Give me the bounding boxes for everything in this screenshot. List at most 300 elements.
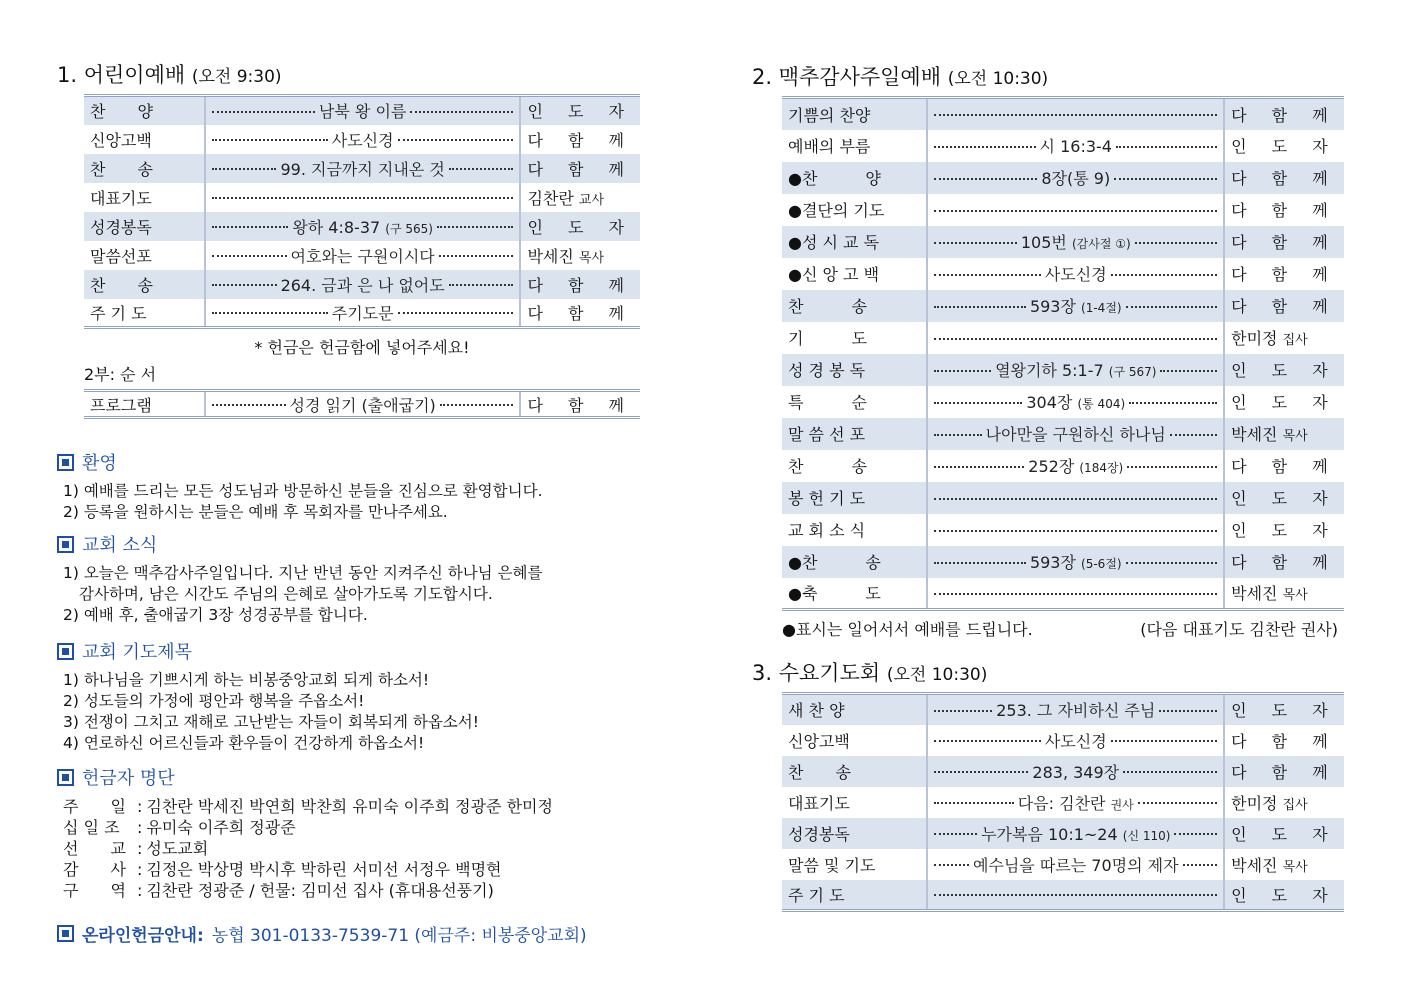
giver-names: 유미숙 이주희 정광준 [146, 818, 296, 837]
order-leader [520, 299, 640, 328]
order-leader [1224, 514, 1344, 546]
order-leader [1224, 98, 1344, 130]
givers-title: 헌금자 명단 [82, 768, 175, 789]
news-title: 교회 소식 [82, 535, 158, 556]
order-detail-main: 사도신경 [1044, 731, 1107, 751]
giver-category: 감 사 [63, 860, 126, 879]
order-row [782, 354, 1344, 386]
order-leader-name: 인 도 자 [1231, 521, 1338, 540]
order-leader [520, 241, 640, 270]
giver-row [63, 859, 642, 880]
order-detail-line [934, 822, 1217, 845]
order-leader [1224, 818, 1344, 849]
order-detail [927, 290, 1224, 322]
order-leader [520, 183, 640, 212]
order-item-label: 성 경 봉 독 [788, 361, 866, 380]
giver-colon: : [137, 839, 143, 858]
order-detail-main: 105번 [1020, 233, 1067, 252]
order-item-label: 신앙고백 [90, 130, 152, 150]
order-leader-title: 목사 [1282, 588, 1308, 604]
leader-dots [934, 894, 1217, 896]
order-detail-main: 593장 [1029, 297, 1076, 316]
order-detail-line [934, 496, 1217, 500]
order-detail-line [212, 157, 514, 180]
order-item-label: 말씀선포 [90, 246, 152, 266]
order-detail [927, 578, 1224, 610]
leader-dots [934, 434, 981, 436]
order-row [84, 241, 640, 270]
order-detail-line [934, 760, 1217, 783]
order-detail [927, 98, 1224, 130]
order-item-label: 신앙고백 [788, 731, 850, 751]
order-leader-name: 다 함 께 [1231, 762, 1338, 782]
order-row [84, 183, 640, 212]
order-detail-note: (통 404) [1077, 397, 1126, 411]
wednesday-prayer-table [782, 692, 1344, 912]
welcome-title: 환영 [82, 453, 117, 474]
order-row [84, 299, 640, 328]
leader-dots [934, 562, 1026, 564]
order-detail-line [212, 215, 514, 238]
standing-note-row [782, 617, 1338, 640]
order-leader [520, 212, 640, 241]
order-item-label: 기쁨의 찬양 [788, 105, 871, 125]
order-leader [1224, 386, 1344, 418]
order-detail [927, 880, 1224, 911]
order-leader-name: 한미정 [1231, 793, 1278, 813]
order-leader-name: 인 도 자 [527, 217, 634, 237]
order-detail-main: 열왕기하 5:1-7 [995, 361, 1104, 380]
order-item [782, 450, 927, 482]
order-detail [927, 162, 1224, 194]
order-detail-main: 시 16:3-4 [1039, 137, 1112, 156]
order-detail-note: (184장) [1079, 461, 1124, 475]
order-detail [205, 391, 521, 418]
order-row [782, 322, 1344, 354]
order-row [84, 125, 640, 154]
order-item-label: 찬 양 [90, 102, 153, 122]
order-leader-name: 인 도 자 [1231, 361, 1338, 380]
order-row [782, 450, 1344, 482]
leader-dots [934, 178, 1037, 180]
order-row [782, 482, 1344, 514]
order-leader-title: 교사 [578, 192, 605, 208]
order-row [782, 98, 1344, 130]
order-leader-title: 목사 [578, 250, 605, 266]
order-leader-title: 집사 [1282, 797, 1308, 813]
children-service-table [84, 94, 640, 329]
order-item-label: 말 씀 선 포 [788, 425, 866, 444]
order-detail-line [212, 195, 514, 199]
order-item-label: 예배의 부름 [788, 137, 871, 156]
order-detail-main: 8장(통 9) [1041, 169, 1111, 188]
leader-dots [212, 255, 287, 257]
leader-dots [439, 255, 514, 257]
order-detail-text [291, 244, 435, 267]
leader-dots [212, 139, 328, 141]
giver-category: 주 일 [63, 797, 126, 816]
order-item [782, 578, 927, 610]
order-detail [927, 514, 1224, 546]
order-detail-text [1026, 390, 1125, 413]
leader-dots [934, 593, 1217, 595]
order-item [782, 546, 927, 578]
order-item [84, 183, 205, 212]
order-item [782, 482, 927, 514]
order-item-label: 찬 송 [788, 457, 867, 476]
order-detail [927, 194, 1224, 226]
order-detail [205, 299, 521, 328]
leader-dots [934, 402, 1022, 404]
order-detail [205, 212, 521, 241]
order-item-label: 찬 송 [788, 297, 867, 316]
order-detail-line [934, 528, 1217, 532]
leader-dots [449, 168, 514, 170]
leader-dots [934, 274, 1040, 276]
order-item [782, 322, 927, 354]
order-detail-main: 여호와는 구원이시다 [290, 246, 435, 266]
order-leader-name: 박세진 [1231, 855, 1278, 875]
order-item [782, 290, 927, 322]
order-detail-text [280, 157, 444, 180]
giver-colon: : [137, 818, 143, 837]
leader-dots [934, 710, 992, 712]
order-detail [927, 258, 1224, 290]
order-item-label: ●찬 송 [788, 553, 881, 572]
order-item [782, 818, 927, 849]
leader-dots [1159, 710, 1217, 712]
square-bullet-icon [57, 925, 74, 942]
order-detail-text [1045, 262, 1107, 285]
order-detail-line [212, 244, 514, 267]
giver-colon: : [137, 881, 143, 900]
order-detail-text [1018, 791, 1134, 814]
order-detail-text [290, 393, 436, 416]
order-leader [1224, 482, 1344, 514]
order-item [84, 299, 205, 328]
order-detail [205, 183, 521, 212]
order-row [782, 849, 1344, 880]
order-detail [927, 787, 1224, 818]
leader-dots [212, 197, 514, 199]
order-detail-main: 사도신경 [1044, 265, 1107, 284]
order-item-label: 기 도 [788, 329, 867, 348]
leader-dots [449, 284, 514, 286]
order-leader [520, 96, 640, 125]
order-item [782, 130, 927, 162]
giver-colon: : [137, 860, 143, 879]
leader-dots [934, 466, 1024, 468]
order-item [782, 418, 927, 450]
list-item: 1) 하나님을 기쁘시게 하는 비봉중앙교회 되게 하소서! [63, 671, 430, 689]
order-leader-name: 한미정 [1231, 329, 1278, 348]
order-detail-text [292, 215, 433, 238]
prayer-heading [57, 638, 642, 664]
order-item-label: 찬 송 [90, 159, 153, 179]
order-detail-line [934, 454, 1217, 477]
online-offering-label: 온라인헌금안내: [82, 926, 204, 946]
order-row [84, 96, 640, 125]
order-leader [1224, 418, 1344, 450]
order-leader-title: 목사 [1282, 429, 1308, 444]
leader-dots [1111, 274, 1217, 276]
order-item-label: 특 순 [788, 393, 867, 412]
order-item-label: ●신 앙 고 백 [788, 265, 880, 284]
order-detail [927, 546, 1224, 578]
offering-note: * 헌금은 헌금함에 넣어주세요! [254, 338, 470, 357]
order-detail-main: 성경 읽기 (출애굽기) [289, 395, 436, 415]
order-leader [520, 125, 640, 154]
order-leader [1224, 450, 1344, 482]
news-item-continued: 감사하며, 남은 시간도 주님의 은혜로 살아가도록 기도합시다. [79, 585, 493, 603]
order-item [84, 96, 205, 125]
section-1-time: (오전 9:30) [191, 67, 282, 87]
leader-dots [934, 338, 1217, 340]
order-row [84, 270, 640, 299]
order-item [782, 756, 927, 787]
giver-names: 성도교회 [146, 839, 209, 858]
section-1-heading: 1. 어린이예배 [57, 63, 186, 87]
leader-dots [1183, 864, 1218, 866]
leader-dots [1174, 833, 1217, 835]
order-detail-line [934, 550, 1217, 573]
order-item-label: 성경봉독 [90, 217, 152, 237]
order-item [84, 270, 205, 299]
order-leader [1224, 322, 1344, 354]
standing-note: ●표시는 일어서서 예배를 드립니다. [782, 620, 1033, 639]
list-item: 3) 전쟁이 그치고 재해로 고난받는 자들이 회복되게 하옵소서! [63, 713, 479, 731]
order-detail-text [1021, 230, 1131, 253]
order-leader-name: 다 함 께 [1231, 201, 1338, 220]
order-row [782, 818, 1344, 849]
giver-category: 선 교 [63, 839, 126, 858]
order-detail-main: 주기도문 [331, 303, 394, 323]
order-detail [205, 270, 521, 299]
order-leader [1224, 578, 1344, 610]
order-detail-note: (신 110) [1122, 828, 1171, 843]
order-leader [1224, 787, 1344, 818]
order-item [782, 226, 927, 258]
right-column [752, 60, 1347, 912]
order-detail-text [1041, 166, 1110, 189]
order-detail-note: (구 565) [385, 221, 433, 236]
leader-dots [410, 111, 513, 113]
welcome-list [57, 481, 642, 523]
order-detail-text [986, 422, 1166, 445]
thanksgiving-service-table [782, 96, 1344, 611]
order-detail-line [212, 393, 514, 416]
order-detail-text [1045, 729, 1107, 752]
order-leader-title: 목사 [1282, 859, 1308, 875]
order-item [84, 241, 205, 270]
leader-dots [1135, 242, 1217, 244]
order-leader-name: 다 함 께 [527, 395, 634, 415]
square-bullet-icon [57, 643, 74, 660]
section-3-title [752, 656, 1347, 692]
order-leader [1224, 258, 1344, 290]
order-detail-main: 나아만을 구원하신 하나님 [985, 425, 1166, 444]
order-detail-main: 593장 [1029, 553, 1076, 572]
order-leader-name: 다 함 께 [527, 303, 634, 323]
order-row [84, 154, 640, 183]
order-detail-line [934, 112, 1217, 116]
order-row [782, 386, 1344, 418]
order-detail-line [934, 892, 1217, 896]
order-detail-main: 남북 왕 이름 [318, 102, 407, 122]
leader-dots [934, 498, 1217, 500]
order-leader [1224, 849, 1344, 880]
order-detail-text [1030, 294, 1122, 317]
leader-dots [1116, 146, 1217, 148]
order-detail-main: 사도신경 [331, 130, 394, 150]
order-detail-text [281, 273, 445, 296]
leader-dots [934, 802, 1013, 804]
order-leader-name: 다 함 께 [1231, 233, 1338, 252]
order-row [84, 391, 640, 418]
order-leader-name: 다 함 께 [1231, 105, 1338, 125]
order-leader [520, 270, 640, 299]
order-item-label: 주 기 도 [90, 303, 147, 323]
order-leader-name: 인 도 자 [1231, 137, 1338, 156]
order-leader [1224, 130, 1344, 162]
order-detail-main: 252장 [1028, 457, 1075, 476]
order-leader [1224, 725, 1344, 756]
order-row [782, 880, 1344, 911]
order-detail-line [934, 358, 1217, 381]
order-item [84, 154, 205, 183]
order-detail [205, 125, 521, 154]
order-row [782, 226, 1344, 258]
order-detail [927, 482, 1224, 514]
order-item-label: 대표기도 [788, 793, 850, 813]
order-leader-name: 인 도 자 [1231, 701, 1338, 721]
section-2-title [752, 60, 1347, 96]
prayer-title: 교회 기도제목 [82, 642, 193, 663]
leader-dots [212, 312, 328, 314]
list-item: 2) 등록을 원하시는 분들은 예배 후 목회자를 만나주세요. [63, 503, 448, 521]
order-detail-note: 권사 [1110, 797, 1134, 812]
order-detail-main: 304장 [1026, 393, 1073, 412]
order-item-label: 말씀 및 기도 [788, 855, 876, 875]
order-leader [1224, 162, 1344, 194]
order-item [782, 354, 927, 386]
order-leader [1224, 694, 1344, 725]
leader-dots [1111, 740, 1217, 742]
order-detail-line [934, 791, 1217, 814]
order-detail [927, 756, 1224, 787]
order-detail [927, 322, 1224, 354]
leader-dots [1123, 771, 1217, 773]
order-detail [927, 450, 1224, 482]
order-detail-line [934, 336, 1217, 340]
news-item: 2) 예배 후, 출애굽기 3장 성경공부를 합니다. [63, 606, 368, 624]
order-item [782, 849, 927, 880]
order-item-label: 주 기 도 [788, 885, 845, 905]
order-detail-main: 다음: 김찬란 [1017, 793, 1106, 813]
giver-category: 구 역 [63, 881, 126, 900]
leader-dots [934, 306, 1026, 308]
leader-dots [934, 833, 977, 835]
order-leader-name: 다 함 께 [1231, 553, 1338, 572]
leader-dots [1160, 370, 1217, 372]
section-3-time: (오전 10:30) [886, 665, 988, 685]
order-detail-main: 99. 지금까지 지내온 것 [280, 159, 445, 179]
order-detail-main: 누가복음 10:1~24 [981, 824, 1118, 844]
order-detail-text [319, 99, 406, 122]
order-item-label: 교 회 소 식 [788, 521, 866, 540]
giver-row [63, 817, 642, 838]
leader-dots [934, 370, 991, 372]
section-1-title [57, 58, 642, 94]
order-detail [927, 849, 1224, 880]
order-detail [927, 130, 1224, 162]
order-item [782, 162, 927, 194]
order-detail-text [332, 301, 394, 324]
order-item-label: ●찬 양 [788, 169, 881, 188]
order-detail [205, 154, 521, 183]
giver-category: 십 일 조 [63, 818, 120, 837]
order-detail-text [996, 698, 1155, 721]
giver-names: 김찬란 박세진 박연희 박찬희 유미숙 이주희 정광준 한미정 [146, 797, 553, 816]
online-offering-account: 농협 301-0133-7539-71 (예금주: 비봉중앙교회) [211, 926, 587, 946]
order-detail-note: (1-4절) [1081, 301, 1122, 315]
order-detail-text [1030, 550, 1122, 573]
leader-dots [1126, 562, 1218, 564]
order-detail [927, 226, 1224, 258]
order-item [782, 386, 927, 418]
leader-dots [212, 284, 277, 286]
order-leader [520, 154, 640, 183]
order-detail-line [934, 262, 1217, 285]
giver-colon: : [137, 797, 143, 816]
section-2-heading: 2. 맥추감사주일예배 [752, 65, 941, 89]
news-item: 1) 오늘은 맥추감사주일입니다. 지난 반년 동안 지켜주신 하나님 은혜를 [63, 564, 543, 582]
leader-dots [934, 530, 1217, 532]
order-leader [1224, 194, 1344, 226]
order-leader-title: 집사 [1282, 333, 1308, 348]
order-item-label: 새 찬 양 [788, 701, 845, 721]
list-item: 4) 연로하신 어르신들과 환우들이 건강하게 하옵소서! [63, 734, 425, 752]
section-3-heading: 3. 수요기도회 [752, 661, 881, 685]
order-leader-name: 박세진 [1231, 584, 1278, 604]
order-leader-name: 다 함 께 [1231, 265, 1338, 284]
order-item-label: 프로그램 [90, 395, 152, 415]
leader-dots [212, 168, 277, 170]
order-leader-name: 다 함 께 [527, 130, 634, 150]
order-detail-text [973, 853, 1179, 876]
leader-dots [212, 404, 286, 406]
order-leader [1224, 290, 1344, 322]
order-detail-main: 예수님을 따르는 70명의 제자 [972, 855, 1179, 875]
order-detail [927, 725, 1224, 756]
order-row [782, 514, 1344, 546]
order-detail-line [934, 294, 1217, 317]
order-detail-line [934, 230, 1217, 253]
order-item [84, 391, 205, 418]
giver-row [63, 796, 642, 817]
leader-dots [934, 114, 1217, 116]
order-detail [205, 241, 521, 270]
order-detail [927, 418, 1224, 450]
leader-dots [398, 312, 514, 314]
order-detail [927, 386, 1224, 418]
order-row [782, 546, 1344, 578]
order-leader [1224, 354, 1344, 386]
order-leader-name: 다 함 께 [527, 159, 634, 179]
welcome-heading [57, 449, 642, 475]
leader-dots [934, 210, 1217, 212]
order-item [84, 125, 205, 154]
